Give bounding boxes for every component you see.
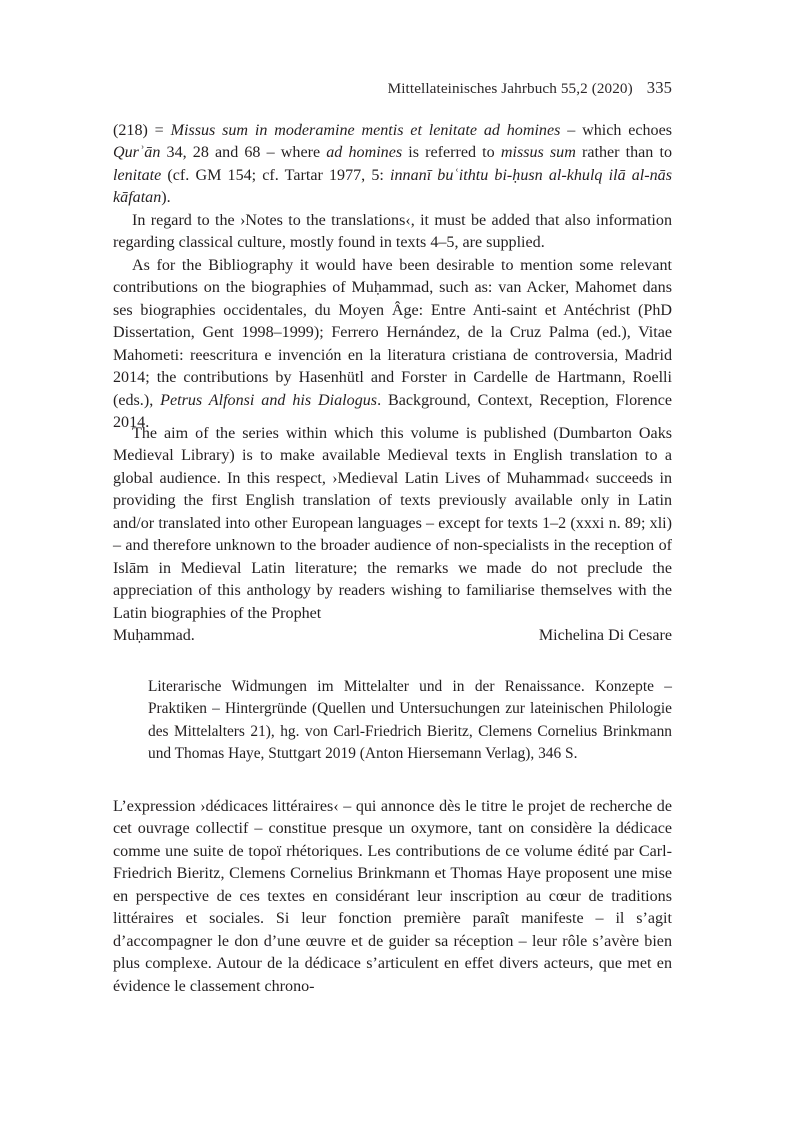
run-roman: (cf. GM 154; cf. Tartar 1977, 5:: [161, 166, 391, 184]
paragraph-bibliography: [113, 255, 672, 435]
review-one-paragraph-notes: [113, 210, 672, 255]
closing-and-signature-line: [113, 625, 672, 647]
review-two-book-reference: [148, 676, 672, 766]
run-italic-arabic-transliteration: innanī buʿithtu bi-ḥusn al-khulq ilā al-nās kāfatan: [113, 166, 672, 207]
closing-word: Muḥammad.: [113, 627, 195, 645]
run-italic-ad-homines: ad homines: [326, 144, 403, 162]
run-roman: is referred to: [402, 144, 501, 162]
paragraph-notes-to-translations: In regard to the ›Notes to the translations‹, it must be added that also information regarding classical culture, mostly found in texts 4–5, are supplied.: [113, 212, 672, 252]
page-folio-number: 335: [646, 78, 672, 97]
review-two-body: [113, 796, 672, 998]
review-one-paragraph-missus-sum: [113, 120, 672, 210]
reviewer-signature: Michelina Di Cesare: [538, 627, 672, 645]
run-roman-bibliography: As for the Bibliography it would have been desirable to mention some relevant contributions on the biographies of Muḥammad, such as: van Acker, Mahomet dans ses biographies occidentales, du Moyen Âge: Entre Anti-saint et Antéchrist (PhD Dissertation, Gent 1998–1999); Ferrero Hernández, de la Cruz Palma (ed.), Vitae Mahometi: reescritura e invención en la literatura cristiana de controversia, Madrid 2014; the contributions by Hasenhütl and Forster in Cardelle de Hartmann, Roelli (eds.),: [113, 257, 672, 409]
review-one-paragraph-bibliography: [113, 255, 672, 435]
run-italic-missus-sum: missus sum: [500, 144, 576, 162]
run-roman: 34, 28 and 68 – where: [160, 144, 327, 162]
run-roman: – which echoes: [560, 122, 673, 139]
run-italic-missus-sum-title: Missus sum in moderamine mentis et lenitate ad homines: [170, 122, 561, 139]
run-italic-petrus-alfonsi: Petrus Alfonsi and his Dialogus: [160, 391, 378, 409]
run-italic-lenitate: lenitate: [113, 166, 162, 184]
run-roman: ).: [161, 189, 171, 207]
book-reference-text: Literarische Widmungen im Mittelalter und in der Renaissance. Konzepte – Praktiken – Hintergründe (Quellen und Untersuchungen zur lateinischen Philologie des Mittelalters 21), hg. von Carl-Friedrich Bieritz, Clemens Cornelius Brinkmann und Thomas Haye, Stuttgart 2019 (Anton Hiersemann Verlag), 346 S.: [148, 678, 672, 763]
run-roman-bibliography-tail: . Background, Context, Reception, Florence 2014.: [113, 391, 672, 432]
review-one-paragraph-aim: [113, 423, 672, 648]
paragraph-review-two-opening: L’expression ›dédicaces littéraires‹ – qui annonce dès le titre le projet de recherche de cet ouvrage collectif – constitue presque un oxymore, tant on considère la dédicace comme une suite de topoï rhétoriques. Les contributions de ce volume édité par Carl-Friedrich Bieritz, Clemens Cornelius Brinkmann et Thomas Haye proposent une mise en perspective de ces textes en considérant leur inscription au cœur de traditions littéraires et sociales. Si leur fonction première paraît manifeste – il s’agit d’accompagner le don d’une œuvre et de guider sa réception – leur rôle s’avère bien plus complexe. Autour de la dédicace s’articulent en effet divers acteurs, que met en évidence le classement chrono-: [113, 798, 672, 995]
running-head: [113, 78, 672, 98]
run-italic-quran: Qurʾān: [113, 144, 161, 162]
run-roman: (218) =: [113, 122, 171, 139]
paragraph-missus-sum: [113, 120, 672, 210]
run-roman: rather than to: [575, 144, 672, 162]
paragraph-series-aim: The aim of the series within which this volume is published (Dumbarton Oaks Medieval Library) is to make available Medieval texts in English translation to a global audience. In this respect, ›Medieval Latin Lives of Muhammad‹ succeeds in providing the first English translation of texts previously available only in Latin and/or translated into other European languages – except for texts 1–2 (xxxi n. 89; xli) – and therefore unknown to the broader audience of non-specialists in the reception of Islām in Medieval Latin literature; the remarks we made do not preclude the appreciation of this anthology by readers wishing to familiarise themselves with the Latin biographies of the Prophet: [113, 425, 672, 622]
running-head-journal-title: Mittellateinisches Jahrbuch 55,2 (2020): [387, 80, 633, 97]
